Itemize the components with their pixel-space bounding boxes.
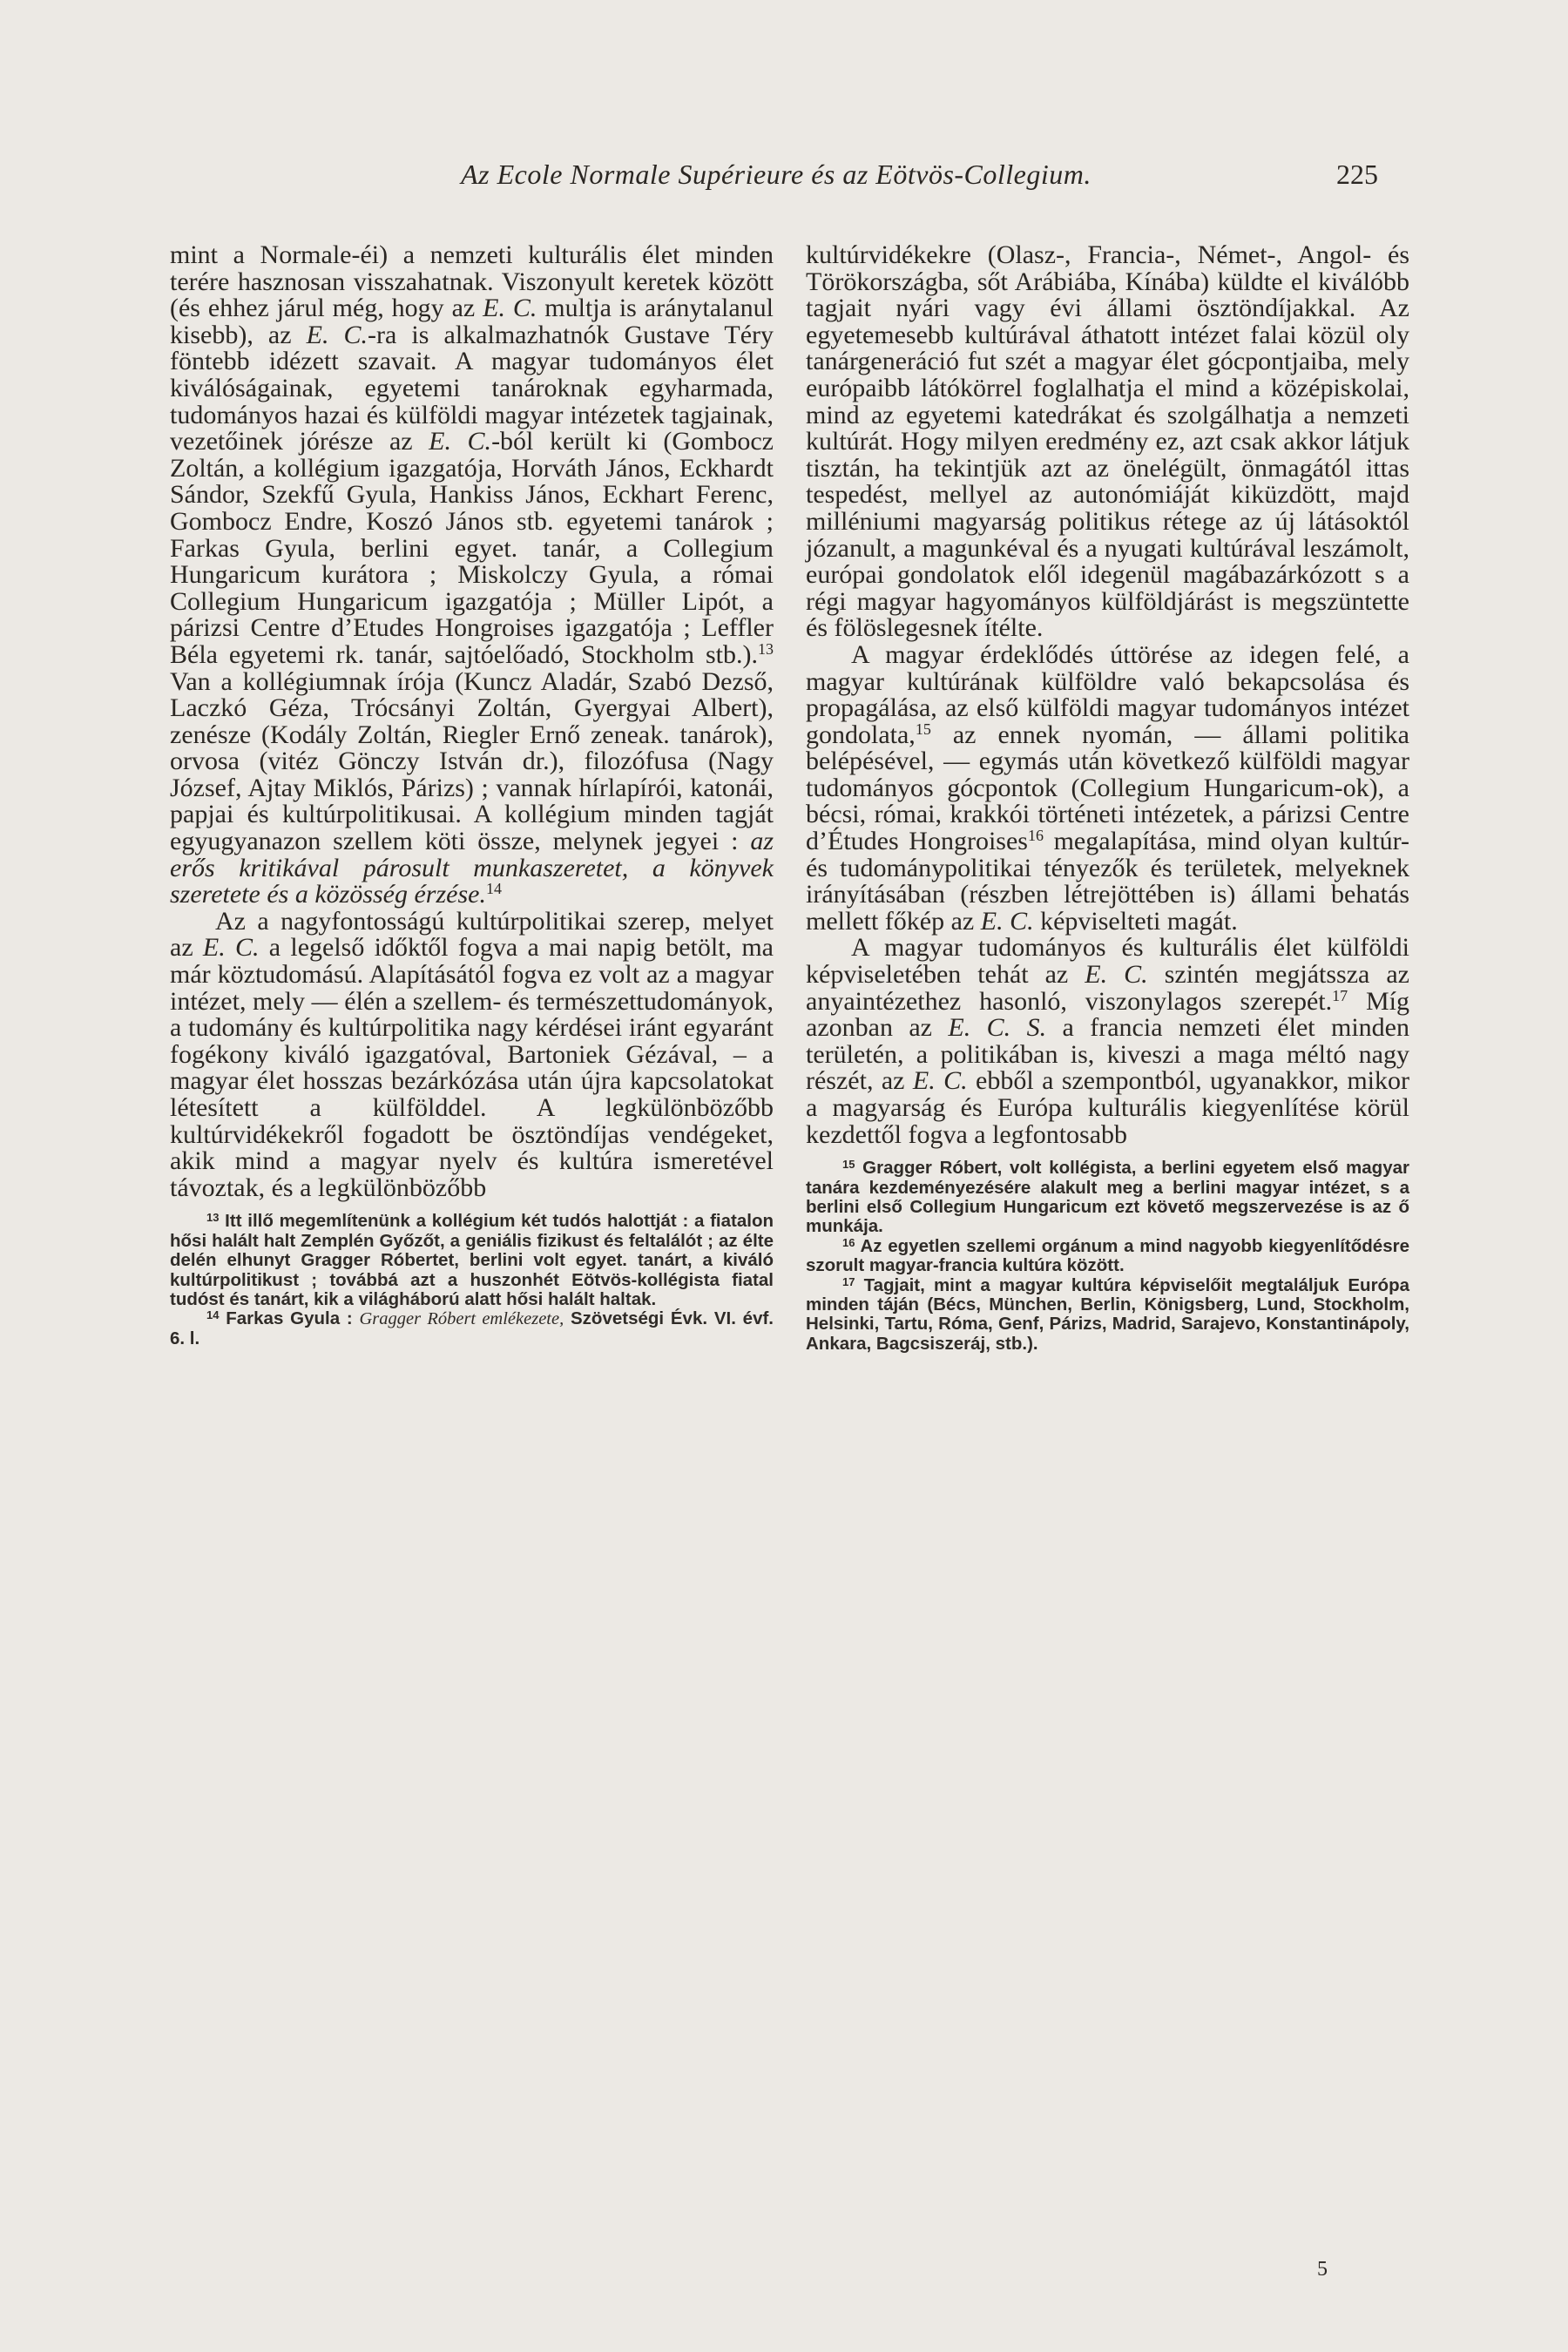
left-column [170, 242, 774, 1348]
footnote-ref: 13 [758, 639, 774, 658]
footnote-ref: 17 [1332, 986, 1348, 1004]
text-run: a francia nemzeti élet minden területén, a politikában is, kiveszi a maga méltó nagy részét, az [806, 1013, 1409, 1096]
footnote [806, 1159, 1409, 1237]
text-run: A magyar érdeklődés úttörése az idegen felé, a magyar kultúrának külföldre való bekapcsolása és propagálása, az első külföldi magyar tudományos intézet gondolata, [806, 639, 1409, 749]
text-run: -ból került ki (Gombocz Zoltán, a kollégium igazgatója, Horváth János, Eckhardt Sándor, Szekfű Gyula, Hankiss János, Eckhart Ferenc, Gombocz Endre, Koszó János stb. egyetemi tanárok ; Farkas Gyula, berlini egyet. tanár, a Collegium Hungaricum kurátora ; Miskolczy Gyula, a római Collegium Hungaricum igazgatója ; Müller Lipót, a párizsi Centre d’Etudes Hongroises igazgatója ; Leffler Béla egyetemi rk. tanár, sajtóelőadó, Stockholm stb.). [170, 427, 774, 669]
paragraph [806, 242, 1409, 642]
footnote-text: Gragger Róbert, volt kollégista, a berlini egyetem első magyar tanára kezdeményezésére alakult meg a berlini magyar intézet, s a berlini első Collegium Hungaricum ezt követő megszervezése is az ő munkája. [806, 1158, 1409, 1237]
motto-quote: az erős kritikával párosult munkaszeretet, a könyvek szeretete és a közösség érzése. [170, 827, 774, 909]
text-run: ebből a szempontból, ugyanakkor, mikor a magyarság és Európa kulturális kiegyenlítése körül kezdettől fogva a legfontosabb [806, 1066, 1410, 1149]
paragraph [806, 639, 1410, 936]
footnote-text: Tagjait, mint a magyar kultúra képviselőit megtaláljuk Európa minden táján (Bécs, München, Berlin, Königsberg, Lund, Stockholm, Helsinki, Tartu, Róma, Genf, Párizs, Madrid, Sarajevo, Konstantinápoly, Ankara, Bagcsiszeráj, stb.). [806, 1274, 1409, 1354]
footnote-number: 17 [842, 1274, 855, 1288]
text-run: kultúrvidékekre (Olasz-, Francia-, Német-, Angol- és Törökországba, sőt Arábiába, Kínába) küldte el kiválóbb tagjait nyári vagy évi állami ösztöndíjakkal. Az egyetemesebb kultúrával áthatott intézet falai közül oly tanárgeneráció fut szét a magyar élet gócpontjaiba, mely európaibb látókörrel foglalhatja el mind a középiskolai, mind az egyetemi katedrákat és szolgálhatja a nemzeti kultúrát. Hogy milyen eredmény ez, azt csak akkor látjuk tisztán, ha tekintjük azt az önelégült, önmagától ittas tespedést, mellyel az autonómiáját kiküzdött, majd milléniumi magyarság politikus rétege az új látásoktól józanult, a magunkéval és a nyugati kultúrával leszámolt, európai gondolatok elől idegenül magábazárkózott s a régi magyar hagyományos külföldjárást is megszüntette és fölöslegesnek ítélte. [806, 240, 1409, 643]
paragraph [170, 242, 774, 909]
text-run: multja is aránytalanul kisebb), az [170, 294, 774, 349]
abbrev-ec: E. C. [483, 294, 537, 323]
abbrev-ecs: E. C. S. [948, 1013, 1047, 1043]
footnote-text: Farkas Gyula : [219, 1308, 360, 1329]
text-run: Az a nagyfontosságú kultúrpolitikai szerep, melyet az [170, 906, 774, 963]
abbrev-ec: E. C. [912, 1066, 968, 1096]
text-run: megalapítása, mind olyan kultúr- és tudománypolitikai tényezők és területek, melyeknek irányításában (részben létrejöttében is) állami behatás mellett főkép az [806, 827, 1410, 936]
footnote [806, 1276, 1409, 1355]
text-run: a legelső időktől fogva a mai napig betölt, ma már köztudomású. Alapításától fogva ez volt az a magyar intézet, mely — élén a szellem- és természettudományok, a tudomány és kultúrpolitika nagy kérdései iránt egyaránt fogékony kiváló igazgatóval, Bartoniek Gézával, – a magyar élet hosszas bezárkózása után újra kapcsolatokat létesített a külfölddel. A legkülönbözőbb kultúrvidékekről fogadott be ösztöndíjas vendégeket, akik mind a magyar nyelv és kultúra ismeretével távoztak, és a legkülönbözőbb [170, 933, 774, 1202]
footnote [170, 1309, 774, 1348]
footnotes [806, 1159, 1409, 1354]
footnote-ref: 15 [915, 720, 931, 738]
right-column [806, 242, 1409, 1354]
signature-mark: 5 [1317, 2258, 1328, 2281]
page-number: 225 [1336, 159, 1378, 190]
footnote-number: 14 [206, 1308, 220, 1322]
abbrev-ec: E. C. [306, 320, 368, 349]
text-run: Míg azonban az [806, 986, 1410, 1043]
running-title: Az Ecole Normale Supérieure és az Eötvös-Collegium. [461, 159, 1092, 190]
footnote-text: Szövetségi Évk. VI. évf. 6. l. [170, 1308, 774, 1348]
paragraph [170, 906, 774, 1202]
abbrev-ec: E. C. [429, 427, 492, 456]
footnote-number: 16 [842, 1235, 855, 1249]
abbrev-ec: E. C. [1085, 960, 1148, 990]
paragraph [806, 935, 1409, 1148]
abbrev-ec: E. C. [202, 933, 260, 963]
footnote-number: 15 [842, 1158, 855, 1172]
text-run: -ra is alkalmazhatnók Gustave Téry föntebb idézett szavait. A magyar tudományos élet kiválóságainak, egyetemi tanároknak egyharmada, tudományos hazai és külföldi magyar intézetek tagjainak, vezetőinek jórésze az [170, 320, 774, 456]
text-run: mint a Normale-éi) a nemzeti kulturális élet minden terére hasznosan visszahatnak. Viszonyult keretek között (és ehhez járul még, hogy az [170, 240, 774, 323]
footnote-ref: 16 [1027, 827, 1044, 845]
footnote-number: 13 [206, 1211, 220, 1225]
text-run: Van a kollégiumnak írója (Kuncz Aladár, Szabó Dezső, Laczkó Géza, Trócsányi Zoltán, Gyergyai Albert), zenésze (Kodály Zoltán, Riegler Ernő zeneak. tanárok), orvosa (vitéz Gönczy István dr.), filozófusa (Nagy József, Ajtay Miklós, Párizs) ; vannak hírlapírói, katonái, papjai és kultúrpolitikusai. A kollégium minden tagját egyugyanazon szellem köti össze, melynek jegyei : [170, 666, 774, 856]
abbrev-ec: E. C. [980, 906, 1034, 936]
footnote [170, 1212, 774, 1309]
text-run: képviselteti magát. [1033, 906, 1238, 936]
footnote-ref: 14 [485, 880, 502, 898]
text-run: szintén megjátssza az anyaintézethez hasonló, viszonylagos szerepét. [806, 960, 1409, 1016]
text-run: A magyar tudományos és kulturális élet külföldi képviseletében tehát az [806, 933, 1409, 990]
footnote-text: Az egyetlen szellemi orgánum a mind nagyobb kiegyenlítődésre szorult magyar-francia kultúra között. [806, 1235, 1409, 1276]
text-run: az ennek nyomán, — állami politika belépésével, — egymás után következő külföldi magyar tudományos gócpontok (Collegium Hungaricum-ok), a bécsi, római, krakkói történeti intézetek, a párizsi Centre d’Études Hongroises [806, 720, 1409, 856]
footnote-text: Itt illő megemlítenünk a kollégium két tudós halottját : a fiatalon hősi halált halt Zemplén Győzőt, a geniális fizikust és feltalálót ; az élte delén elhunyt Gragger Róbertet, berlini volt egyet. tanárt, a kiváló kultúrpolitikust ; továbbá azt a huszonhét Eötvös-kollégista fiatal tudóst és tanárt, kik a világháború alatt hősi halált haltak. [170, 1211, 774, 1309]
cited-title: Gragger Róbert emlékezete, [359, 1309, 564, 1329]
footnote [806, 1237, 1409, 1276]
footnotes [170, 1212, 774, 1348]
